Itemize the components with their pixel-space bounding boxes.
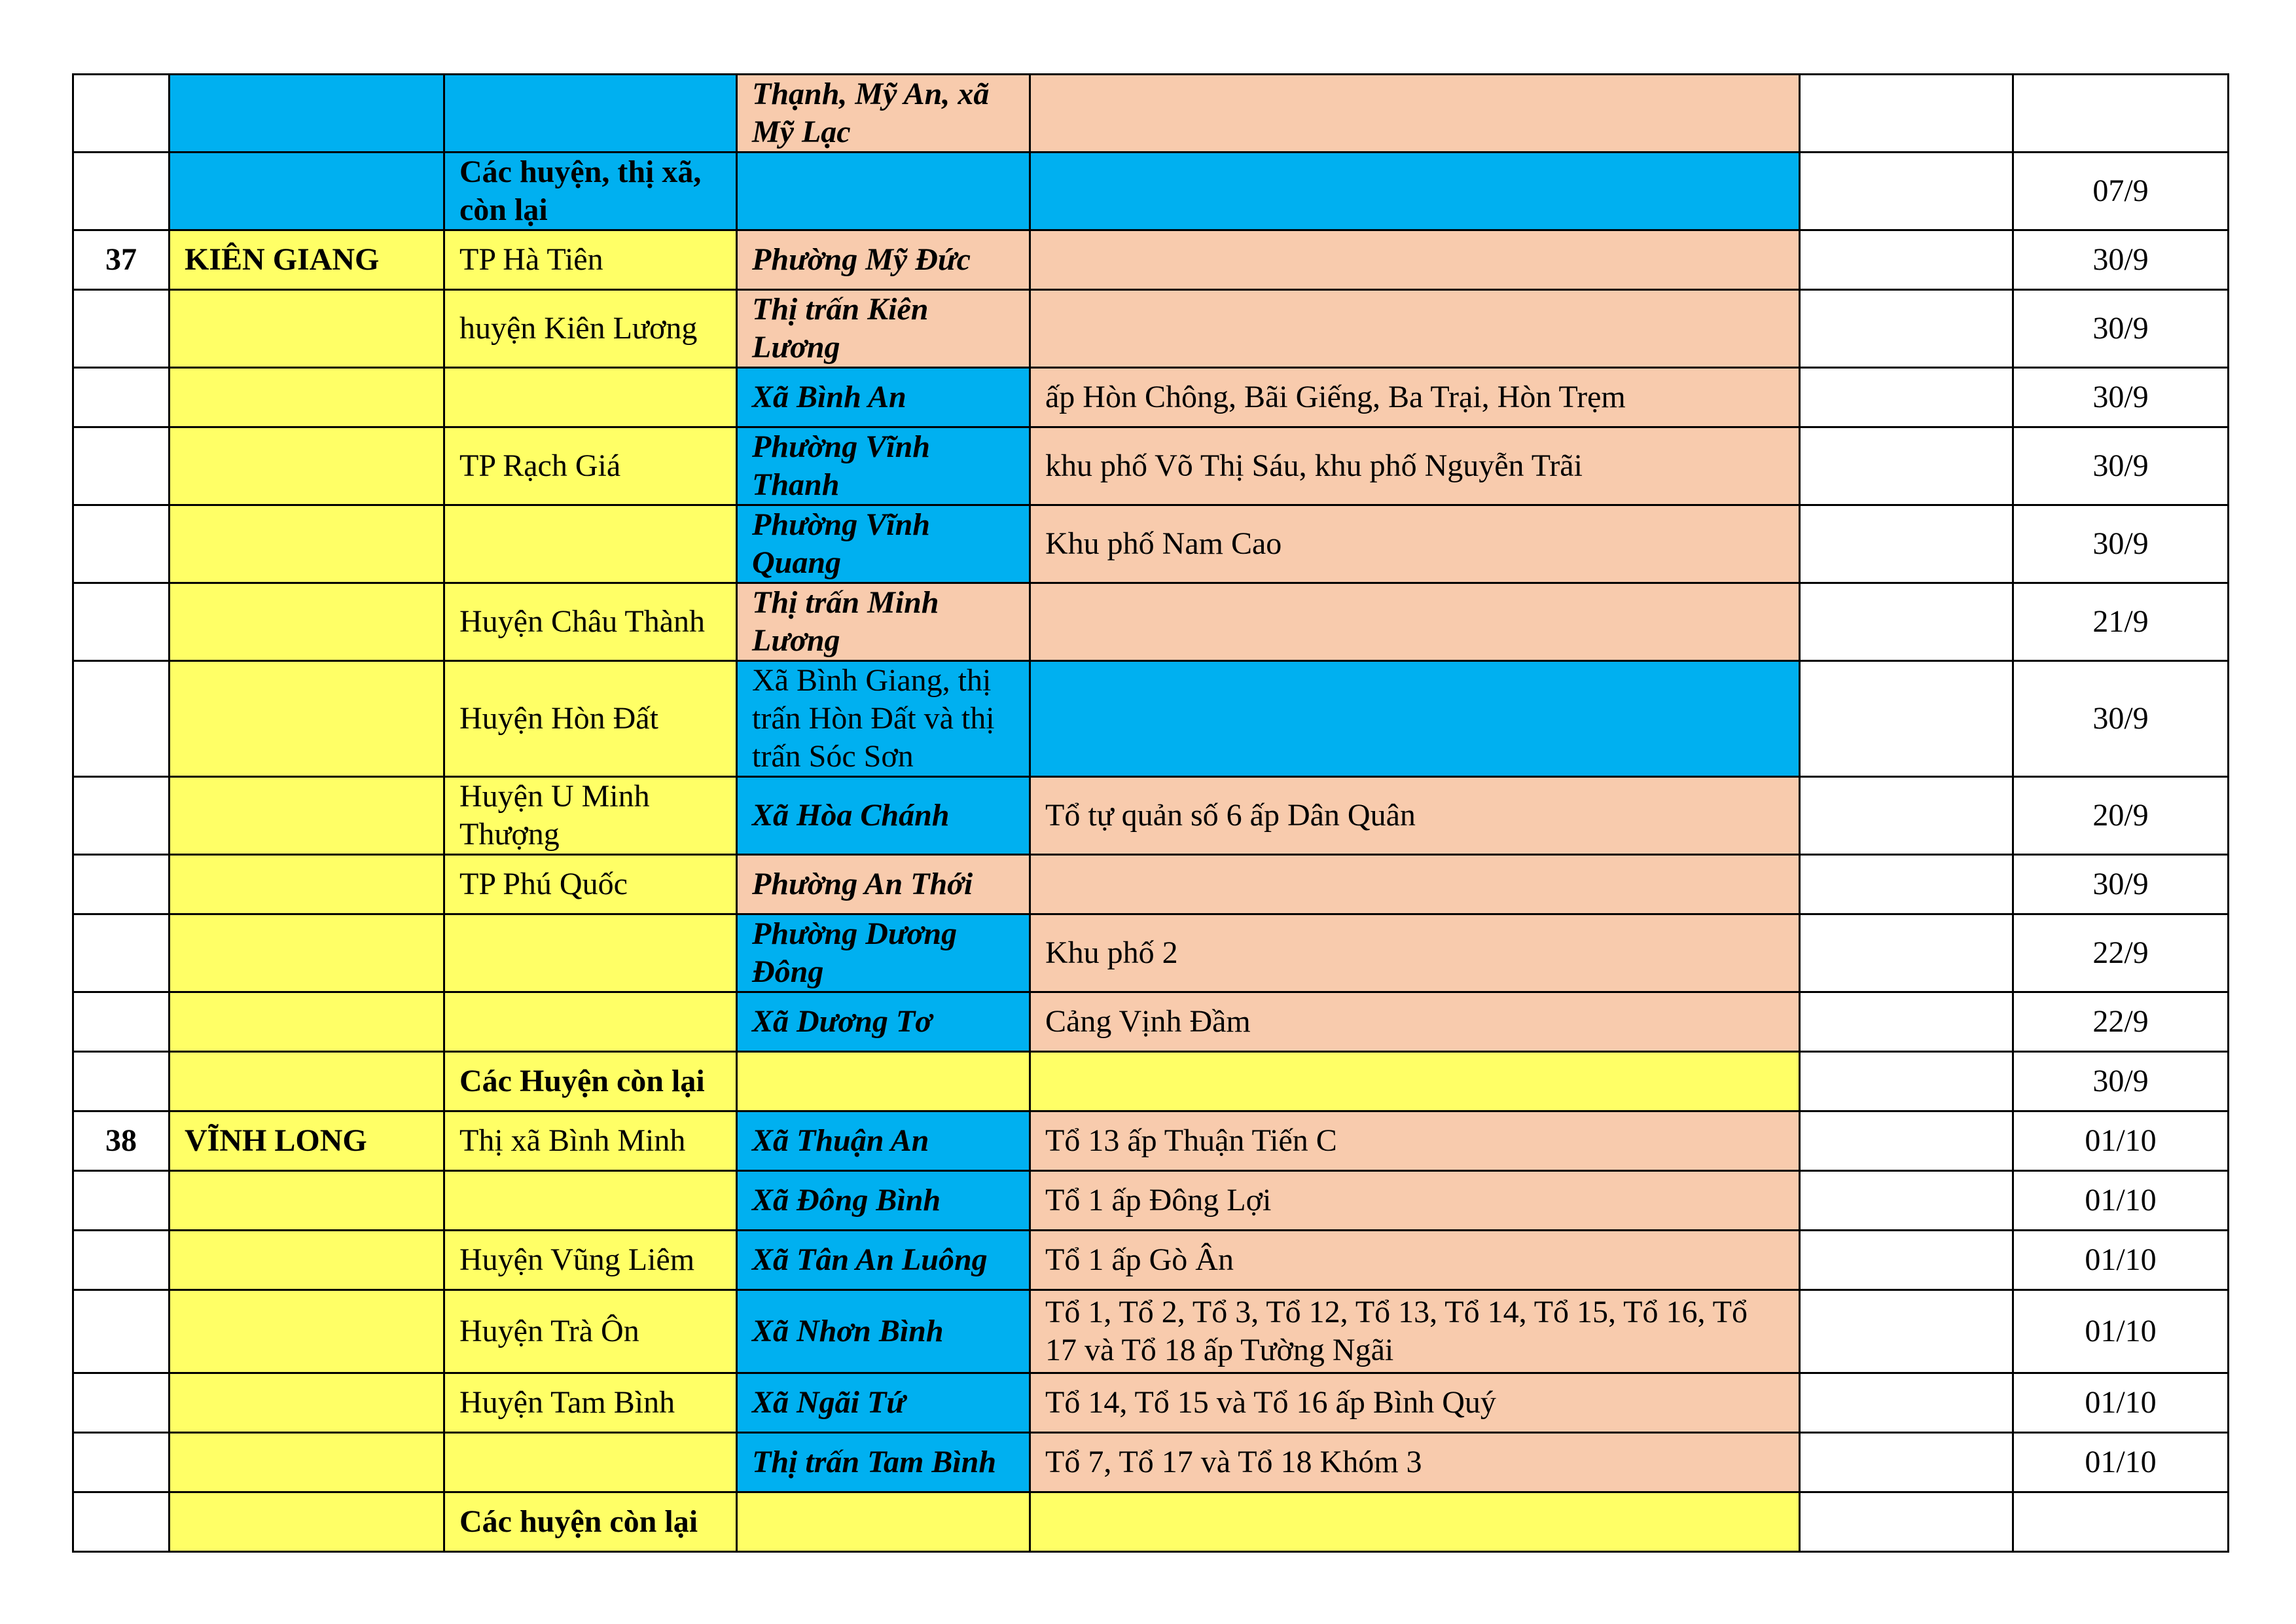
- cell-detail: [1030, 1492, 1800, 1552]
- table-row: [73, 1492, 2229, 1552]
- table-row: [73, 1290, 2229, 1373]
- cell-province: [170, 1290, 444, 1373]
- table-row: [73, 1433, 2229, 1492]
- cell-detail: Tổ 1, Tổ 2, Tổ 3, Tổ 12, Tổ 13, Tổ 14, Tổ 15, Tổ 16, Tổ 17 và Tổ 18 ấp Tường Ngãi: [1030, 1290, 1800, 1373]
- cell-district: Huyện Tam Bình: [444, 1373, 737, 1433]
- cell-date: 21/9: [2013, 583, 2229, 661]
- cell-no: [73, 992, 170, 1052]
- cell-province: [170, 583, 444, 661]
- cell-commune: Phường Vĩnh Thanh: [737, 427, 1030, 505]
- cell-district: Huyện Châu Thành: [444, 583, 737, 661]
- cell-note: [1800, 290, 2013, 368]
- cell-detail: [1030, 583, 1800, 661]
- schedule-table: [72, 73, 2229, 1553]
- cell-detail: Tổ 7, Tổ 17 và Tổ 18 Khóm 3: [1030, 1433, 1800, 1492]
- cell-no: [73, 153, 170, 230]
- cell-no: [73, 75, 170, 153]
- cell-note: [1800, 914, 2013, 992]
- cell-district: Huyện Hòn Đất: [444, 661, 737, 777]
- cell-commune: Xã Bình Giang, thị trấn Hòn Đất và thị trấn Sóc Sơn: [737, 661, 1030, 777]
- cell-note: [1800, 427, 2013, 505]
- cell-commune: Phường Dương Đông: [737, 914, 1030, 992]
- cell-detail: [1030, 661, 1800, 777]
- cell-province: [170, 290, 444, 368]
- table-row: [73, 153, 2229, 230]
- table-row: [73, 368, 2229, 427]
- cell-date: 01/10: [2013, 1231, 2229, 1290]
- cell-district: [444, 914, 737, 992]
- cell-district: huyện Kiên Lương: [444, 290, 737, 368]
- cell-date: 30/9: [2013, 368, 2229, 427]
- table-row: [73, 583, 2229, 661]
- cell-detail: Tổ tự quản số 6 ấp Dân Quân: [1030, 777, 1800, 855]
- cell-note: [1800, 583, 2013, 661]
- cell-note: [1800, 992, 2013, 1052]
- cell-date: 01/10: [2013, 1433, 2229, 1492]
- table-row: [73, 1373, 2229, 1433]
- cell-commune: Phường Mỹ Đức: [737, 230, 1030, 290]
- cell-province: [170, 661, 444, 777]
- table-row: [73, 290, 2229, 368]
- cell-no: [73, 777, 170, 855]
- cell-date: 30/9: [2013, 1052, 2229, 1111]
- cell-no: [73, 1290, 170, 1373]
- cell-no: [73, 914, 170, 992]
- cell-commune: Xã Tân An Luông: [737, 1231, 1030, 1290]
- cell-commune: Xã Bình An: [737, 368, 1030, 427]
- cell-note: [1800, 1373, 2013, 1433]
- cell-no: 38: [73, 1111, 170, 1171]
- cell-note: [1800, 1492, 2013, 1552]
- cell-no: [73, 290, 170, 368]
- cell-note: [1800, 1231, 2013, 1290]
- cell-note: [1800, 153, 2013, 230]
- cell-district: Các huyện, thị xã, còn lại: [444, 153, 737, 230]
- table-row: [73, 75, 2229, 153]
- cell-no: [73, 1492, 170, 1552]
- cell-district: TP Hà Tiên: [444, 230, 737, 290]
- cell-province: KIÊN GIANG: [170, 230, 444, 290]
- cell-district: [444, 368, 737, 427]
- cell-commune: Phường Vĩnh Quang: [737, 505, 1030, 583]
- cell-commune: Thạnh, Mỹ An, xã Mỹ Lạc: [737, 75, 1030, 153]
- cell-detail: Cảng Vịnh Đầm: [1030, 992, 1800, 1052]
- cell-province: [170, 368, 444, 427]
- cell-commune: Thị trấn Tam Bình: [737, 1433, 1030, 1492]
- cell-no: [73, 1052, 170, 1111]
- table-row: [73, 661, 2229, 777]
- cell-note: [1800, 368, 2013, 427]
- cell-no: [73, 1171, 170, 1231]
- cell-detail: [1030, 290, 1800, 368]
- cell-province: [170, 1171, 444, 1231]
- cell-no: [73, 661, 170, 777]
- table-row: [73, 777, 2229, 855]
- cell-province: [170, 1231, 444, 1290]
- table-row: [73, 992, 2229, 1052]
- cell-district: TP Rạch Giá: [444, 427, 737, 505]
- cell-district: [444, 75, 737, 153]
- cell-date: 07/9: [2013, 153, 2229, 230]
- table-row: [73, 1171, 2229, 1231]
- cell-date: 30/9: [2013, 427, 2229, 505]
- cell-detail: [1030, 75, 1800, 153]
- cell-date: 01/10: [2013, 1111, 2229, 1171]
- cell-no: [73, 1433, 170, 1492]
- table-row: [73, 914, 2229, 992]
- cell-date: [2013, 1492, 2229, 1552]
- cell-note: [1800, 1111, 2013, 1171]
- cell-province: [170, 75, 444, 153]
- cell-date: 30/9: [2013, 290, 2229, 368]
- cell-province: [170, 505, 444, 583]
- cell-province: [170, 1052, 444, 1111]
- cell-detail: [1030, 230, 1800, 290]
- cell-detail: [1030, 153, 1800, 230]
- cell-commune: [737, 1492, 1030, 1552]
- cell-province: [170, 992, 444, 1052]
- cell-commune: Xã Đông Bình: [737, 1171, 1030, 1231]
- cell-date: 01/10: [2013, 1373, 2229, 1433]
- cell-note: [1800, 1171, 2013, 1231]
- cell-district: Các Huyện còn lại: [444, 1052, 737, 1111]
- cell-date: 20/9: [2013, 777, 2229, 855]
- cell-date: [2013, 75, 2229, 153]
- cell-district: Các huyện còn lại: [444, 1492, 737, 1552]
- table-row: [73, 1231, 2229, 1290]
- cell-province: [170, 427, 444, 505]
- table-row: [73, 427, 2229, 505]
- cell-province: [170, 1433, 444, 1492]
- cell-note: [1800, 505, 2013, 583]
- cell-commune: Phường An Thới: [737, 855, 1030, 914]
- table-row: [73, 505, 2229, 583]
- cell-no: [73, 427, 170, 505]
- cell-province: [170, 153, 444, 230]
- cell-note: [1800, 230, 2013, 290]
- cell-note: [1800, 75, 2013, 153]
- cell-district: [444, 505, 737, 583]
- cell-no: [73, 1231, 170, 1290]
- cell-province: [170, 1373, 444, 1433]
- cell-detail: khu phố Võ Thị Sáu, khu phố Nguyễn Trãi: [1030, 427, 1800, 505]
- cell-commune: [737, 1052, 1030, 1111]
- cell-detail: Tổ 1 ấp Gò Ân: [1030, 1231, 1800, 1290]
- table-body: [73, 75, 2229, 1552]
- cell-district: [444, 1433, 737, 1492]
- cell-note: [1800, 855, 2013, 914]
- cell-detail: Khu phố Nam Cao: [1030, 505, 1800, 583]
- cell-commune: Xã Dương Tơ: [737, 992, 1030, 1052]
- cell-no: [73, 368, 170, 427]
- cell-detail: Khu phố 2: [1030, 914, 1800, 992]
- cell-district: [444, 992, 737, 1052]
- table-row: [73, 230, 2229, 290]
- cell-no: 37: [73, 230, 170, 290]
- cell-date: 30/9: [2013, 505, 2229, 583]
- cell-province: [170, 914, 444, 992]
- cell-commune: Xã Ngãi Tứ: [737, 1373, 1030, 1433]
- cell-date: 22/9: [2013, 992, 2229, 1052]
- cell-date: 22/9: [2013, 914, 2229, 992]
- table-row: [73, 1111, 2229, 1171]
- cell-commune: Xã Nhơn Bình: [737, 1290, 1030, 1373]
- cell-note: [1800, 1290, 2013, 1373]
- cell-note: [1800, 661, 2013, 777]
- cell-detail: ấp Hòn Chông, Bãi Giếng, Ba Trại, Hòn Trẹm: [1030, 368, 1800, 427]
- cell-note: [1800, 777, 2013, 855]
- cell-district: Huyện Trà Ôn: [444, 1290, 737, 1373]
- cell-district: Huyện Vũng Liêm: [444, 1231, 737, 1290]
- cell-detail: [1030, 1052, 1800, 1111]
- cell-province: [170, 777, 444, 855]
- cell-commune: Thị trấn Minh Lương: [737, 583, 1030, 661]
- cell-district: [444, 1171, 737, 1231]
- cell-date: 30/9: [2013, 661, 2229, 777]
- cell-date: 01/10: [2013, 1171, 2229, 1231]
- cell-district: Huyện U Minh Thượng: [444, 777, 737, 855]
- cell-note: [1800, 1433, 2013, 1492]
- cell-detail: Tổ 14, Tổ 15 và Tổ 16 ấp Bình Quý: [1030, 1373, 1800, 1433]
- cell-note: [1800, 1052, 2013, 1111]
- cell-detail: [1030, 855, 1800, 914]
- cell-commune: Xã Thuận An: [737, 1111, 1030, 1171]
- cell-commune: Xã Hòa Chánh: [737, 777, 1030, 855]
- cell-province: VĨNH LONG: [170, 1111, 444, 1171]
- table-row: [73, 1052, 2229, 1111]
- cell-province: [170, 1492, 444, 1552]
- cell-no: [73, 583, 170, 661]
- cell-date: 30/9: [2013, 855, 2229, 914]
- cell-detail: Tổ 1 ấp Đông Lợi: [1030, 1171, 1800, 1231]
- cell-district: TP Phú Quốc: [444, 855, 737, 914]
- cell-province: [170, 855, 444, 914]
- cell-no: [73, 855, 170, 914]
- cell-no: [73, 505, 170, 583]
- cell-date: 01/10: [2013, 1290, 2229, 1373]
- cell-district: Thị xã Bình Minh: [444, 1111, 737, 1171]
- table-row: [73, 855, 2229, 914]
- cell-detail: Tổ 13 ấp Thuận Tiến C: [1030, 1111, 1800, 1171]
- cell-commune: [737, 153, 1030, 230]
- cell-commune: Thị trấn Kiên Lương: [737, 290, 1030, 368]
- cell-date: 30/9: [2013, 230, 2229, 290]
- cell-no: [73, 1373, 170, 1433]
